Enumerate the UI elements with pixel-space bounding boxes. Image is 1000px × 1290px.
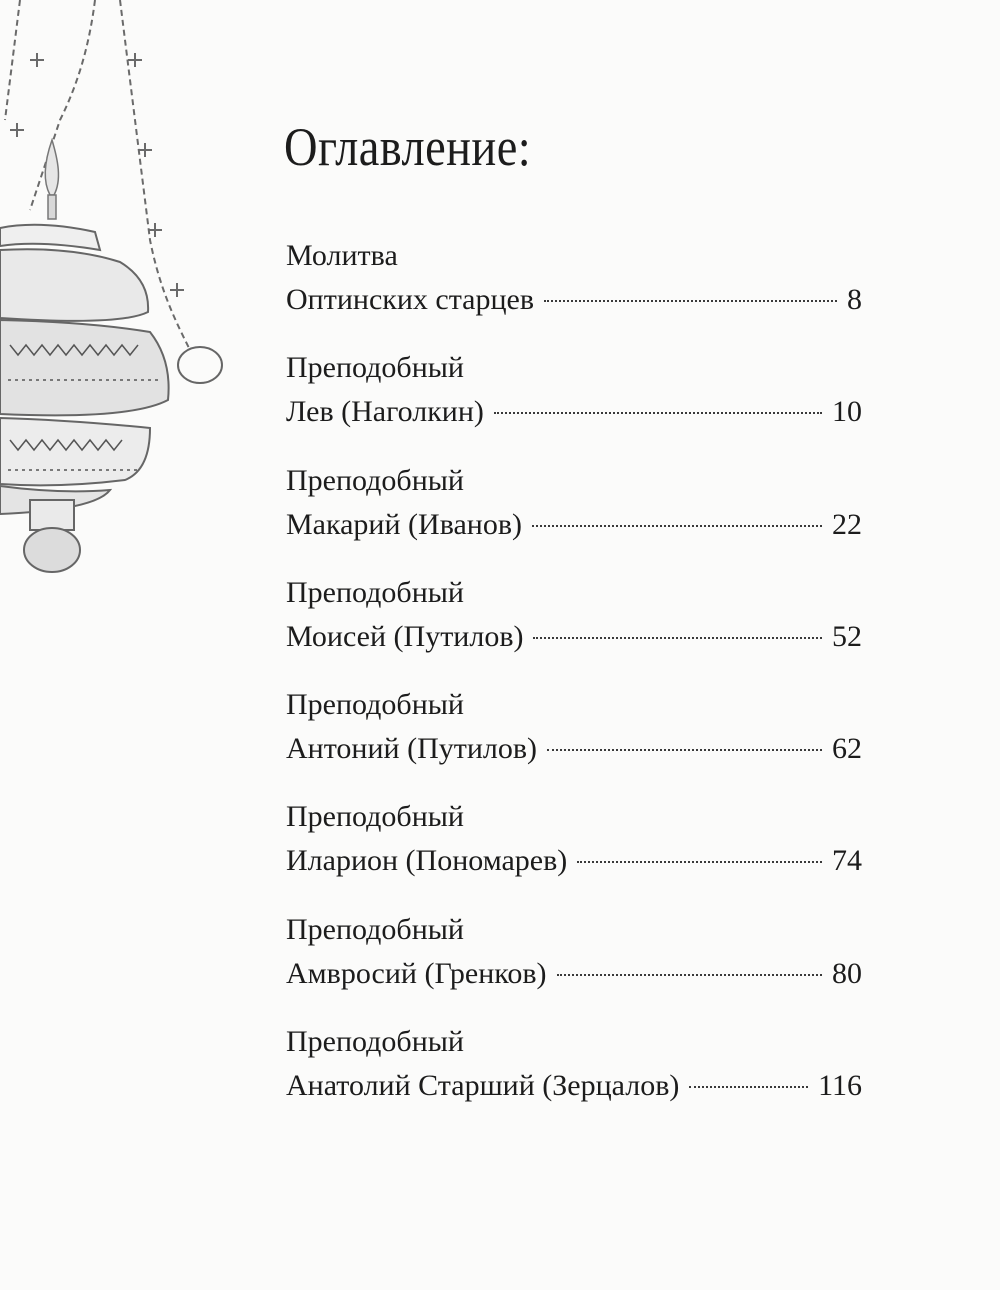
toc-title: Оглавление: [284, 117, 532, 177]
entry-line1: Преподобный [286, 688, 464, 722]
entry-line1: Преподобный [286, 463, 464, 497]
page-number: 62 [832, 732, 862, 766]
dot-leader [689, 1086, 808, 1088]
entry-title: Антоний (Путилов) [286, 732, 538, 766]
entry-line2 [286, 278, 862, 322]
entry-line2 [286, 503, 862, 547]
page-number: 22 [832, 507, 862, 541]
entry-line1: Преподобный [286, 575, 464, 609]
entry-line1: Молитва [286, 239, 398, 272]
page-number: 116 [818, 1069, 862, 1103]
dot-leader [544, 300, 837, 302]
dot-leader [494, 412, 822, 414]
page-number: 74 [832, 844, 862, 878]
flame-icon [45, 140, 58, 195]
page-number: 52 [832, 619, 862, 653]
page-number: 10 [832, 395, 862, 429]
entry-line2 [286, 615, 862, 659]
dot-leader [557, 974, 822, 976]
entry-title: Амвросий (Гренков) [286, 956, 547, 990]
entry-title: Анатолий Старший (Зерцалов) [286, 1069, 680, 1103]
entry-line1: Преподобный [286, 800, 464, 834]
entry-line2 [286, 727, 862, 771]
toc-entry-prayer[interactable] [286, 234, 862, 346]
entry-line2 [286, 839, 862, 883]
entry-title: Лев (Наголкин) [286, 395, 484, 429]
toc-entry-amvrosiy[interactable] [286, 908, 862, 1020]
toc-entry-lev[interactable] [286, 346, 862, 458]
dot-leader [532, 525, 822, 527]
entry-title: Оптинских старцев [286, 283, 535, 316]
toc-list [286, 234, 862, 1132]
page-number: 8 [847, 283, 862, 316]
dot-leader [533, 637, 822, 639]
dot-leader [547, 749, 822, 751]
dot-leader [577, 861, 822, 863]
entry-line1: Преподобный [286, 351, 464, 385]
entry-line1: Преподобный [286, 912, 464, 946]
entry-title: Иларион (Пономарев) [286, 844, 568, 878]
entry-line1: Преподобный [286, 1025, 464, 1059]
entry-line2 [286, 390, 862, 434]
toc-entry-anatoliy[interactable] [286, 1020, 862, 1132]
entry-title: Макарий (Иванов) [286, 507, 522, 541]
page-number: 80 [832, 956, 862, 990]
entry-line2 [286, 952, 862, 996]
toc-entry-moisey[interactable] [286, 571, 862, 683]
hanging-lamp-illustration [0, 0, 240, 590]
toc-entry-ilarion[interactable] [286, 795, 862, 907]
entry-line2 [286, 1064, 862, 1108]
toc-entry-antoniy[interactable] [286, 683, 862, 795]
entry-title: Моисей (Путилов) [286, 619, 524, 653]
toc-entry-makariy[interactable] [286, 459, 862, 571]
